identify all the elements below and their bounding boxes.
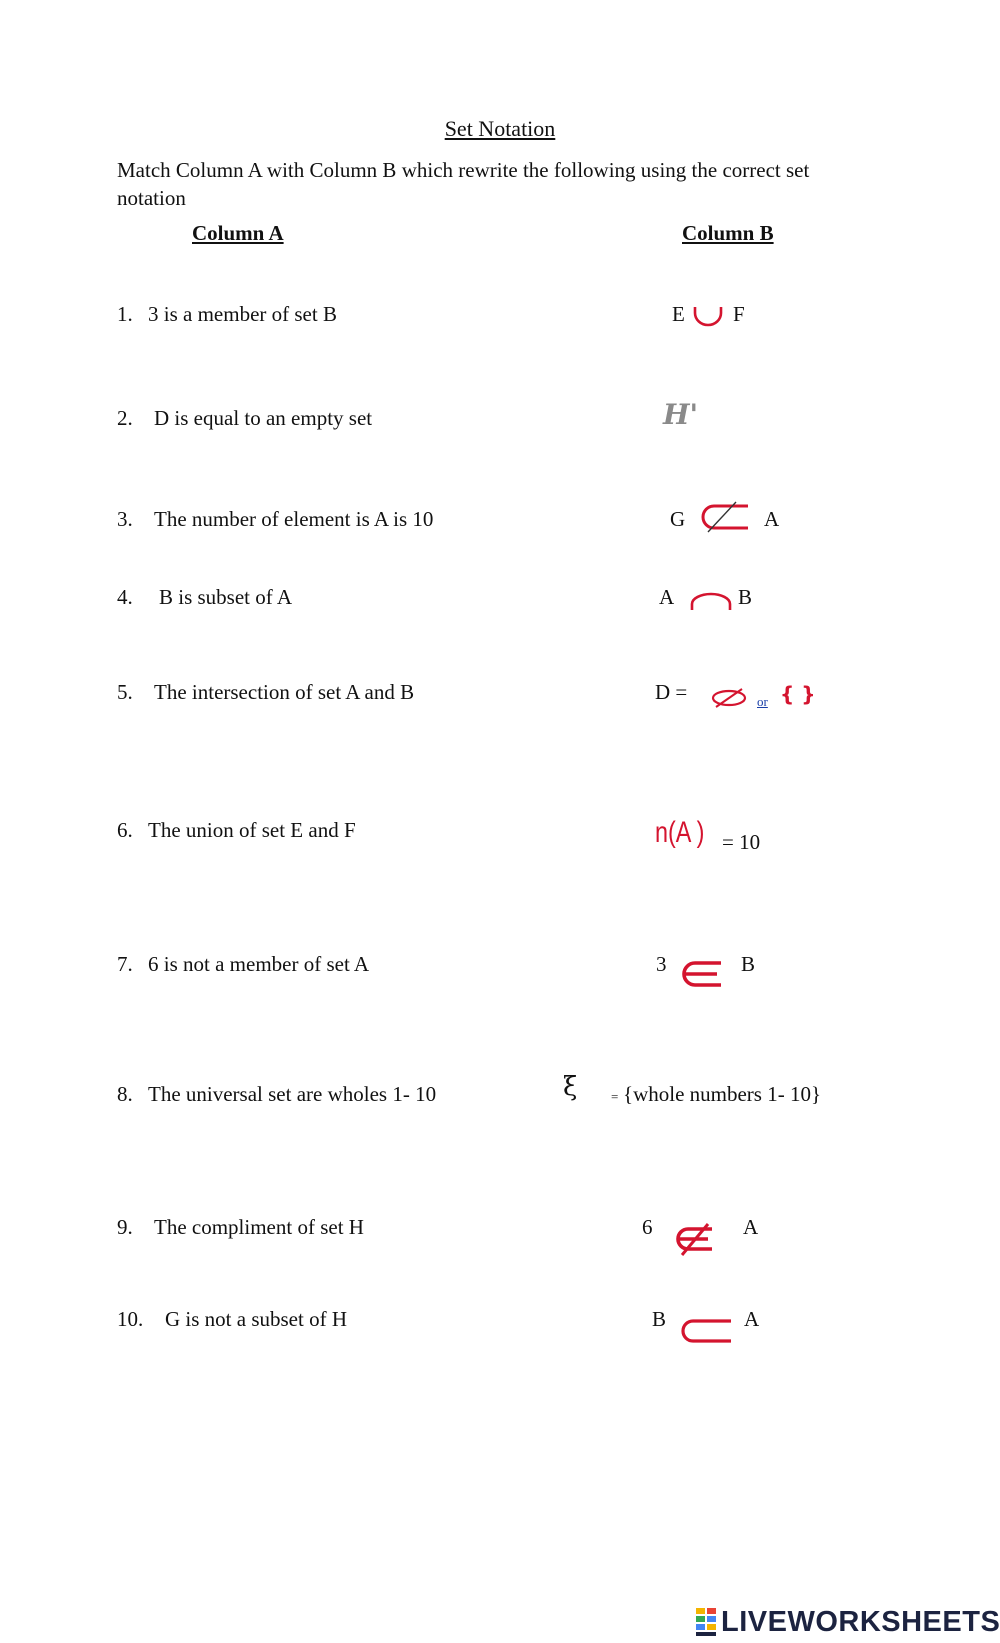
item-text: 3 is a member of set B <box>148 302 337 326</box>
column-a-item-5 <box>117 680 414 705</box>
column-a-item-4 <box>117 585 292 610</box>
item-text: 6 is not a member of set A <box>148 952 370 976</box>
item-number: 10. <box>117 1307 144 1331</box>
set-letter: B <box>652 1307 667 1331</box>
universal-set-icon: ξ <box>563 1072 578 1102</box>
item-number: 6. <box>117 818 133 842</box>
element-text: 6 <box>642 1215 653 1239</box>
item-text: The number of element is A is 10 <box>154 507 434 531</box>
item-text: The union of set E and F <box>148 818 356 842</box>
equals-sign: = <box>611 1089 619 1104</box>
item-text: The universal set are wholes 1- 10 <box>148 1082 437 1106</box>
column-a-item-1 <box>117 302 337 327</box>
column-a-item-10 <box>117 1307 347 1332</box>
set-letter: B <box>738 585 753 609</box>
element-text: 3 <box>656 952 667 976</box>
not-subset-icon <box>694 500 750 534</box>
item-number: 3. <box>117 507 133 531</box>
item-text: B is subset of A <box>159 585 293 609</box>
item-number: 9. <box>117 1215 133 1239</box>
column-b-item-2: H' <box>663 398 699 431</box>
item-number: 4. <box>117 585 133 609</box>
item-number: 8. <box>117 1082 133 1106</box>
column-a-item-7 <box>117 952 369 977</box>
logo-mark-icon <box>695 1607 717 1637</box>
logo-text: LIVEWORKSHEETS <box>721 1605 1000 1638</box>
set-letter: A <box>743 1215 759 1239</box>
set-letter: F <box>733 302 745 326</box>
set-letter: A <box>659 585 675 609</box>
equation-text: = 10 <box>722 830 761 854</box>
set-letter: A <box>764 507 780 531</box>
column-a-item-3 <box>117 507 433 532</box>
liveworksheets-logo <box>695 1604 1000 1640</box>
not-element-of-icon <box>668 1223 718 1257</box>
element-of-icon <box>677 960 723 988</box>
item-number: 2. <box>117 406 133 430</box>
column-a-item-9 <box>117 1215 364 1240</box>
item-text: G is not a subset of H <box>165 1307 347 1331</box>
column-a-item-6 <box>117 818 356 843</box>
set-letter: E <box>672 302 685 326</box>
or-text: or <box>757 694 768 709</box>
item-text: The compliment of set H <box>154 1215 364 1239</box>
item-number: 7. <box>117 952 133 976</box>
set-letter: A <box>744 1307 760 1331</box>
intersection-icon <box>689 592 733 612</box>
set-letter: B <box>741 952 756 976</box>
equation-text: {whole numbers 1- 10} <box>623 1082 822 1106</box>
instructions: Match Column A with Column B which rewrite the following using the correct set notation <box>117 158 810 210</box>
empty-braces: { } <box>780 682 816 706</box>
column-b-heading: Column B <box>682 221 774 245</box>
set-letter: G <box>670 507 686 531</box>
column-a-heading: Column A <box>192 221 284 245</box>
union-icon <box>692 305 724 327</box>
item-number: 1. <box>117 302 133 326</box>
item-text: The intersection of set A and B <box>154 680 415 704</box>
empty-set-icon <box>710 688 748 708</box>
column-a-item-2 <box>117 406 372 431</box>
item-number: 5. <box>117 680 133 704</box>
cardinality-function: n(A ) <box>655 816 705 849</box>
equation-text: D = <box>655 680 688 704</box>
page-title: Set Notation <box>444 116 556 141</box>
item-text: D is equal to an empty set <box>154 406 373 430</box>
column-a-item-8 <box>117 1082 436 1107</box>
subset-icon <box>675 1317 733 1345</box>
